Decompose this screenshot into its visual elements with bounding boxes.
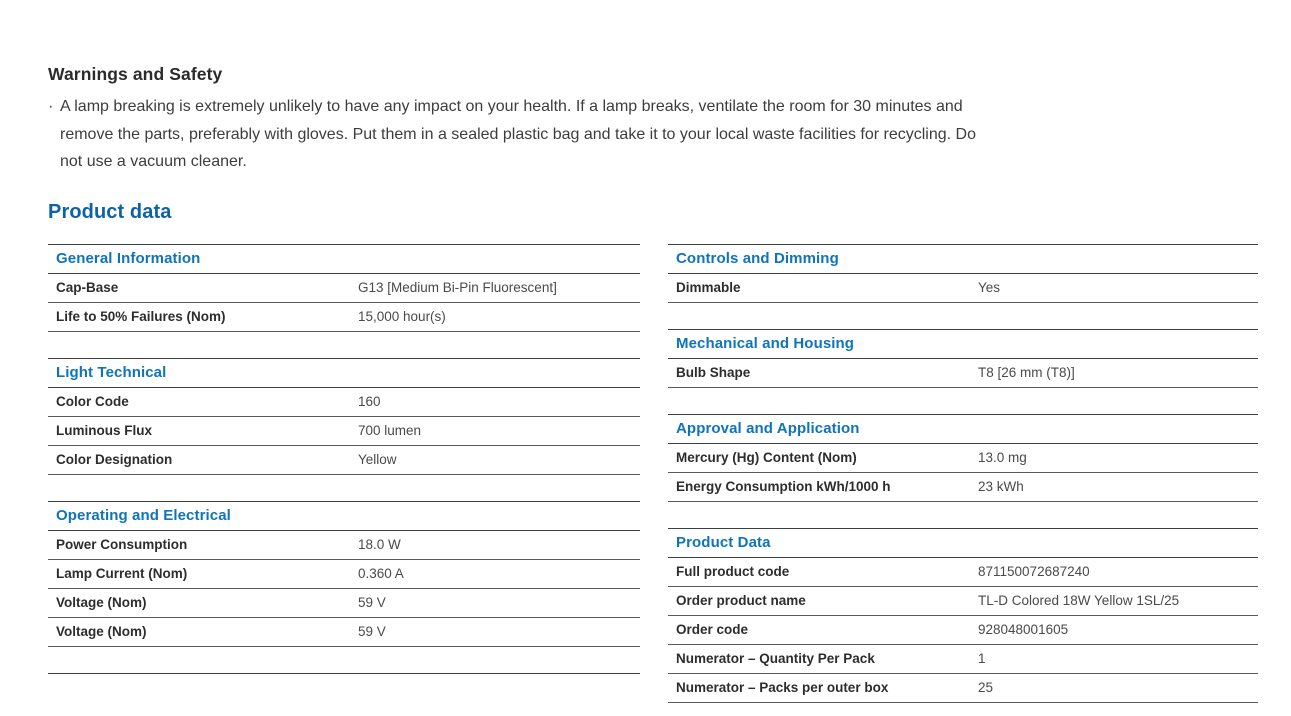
row-label: Color Designation	[56, 452, 173, 467]
row-value: TL-D Colored 18W Yellow 1SL/25	[978, 593, 1180, 608]
section-header: Light Technical	[48, 358, 640, 388]
row-label: Full product code	[676, 564, 790, 579]
section-header: General Information	[48, 244, 640, 274]
row-label: Luminous Flux	[56, 423, 152, 438]
table-section	[668, 244, 1258, 303]
row-value: 0.360 A	[358, 566, 404, 581]
section-header: Controls and Dimming	[668, 244, 1258, 274]
row-value: 25	[978, 680, 994, 695]
row-value: 59 V	[358, 624, 386, 639]
row-label: Mercury (Hg) Content (Nom)	[676, 450, 857, 465]
row-label: Dimmable	[676, 280, 741, 295]
row-value: 871150072687240	[978, 564, 1090, 579]
section-header: Approval and Application	[668, 414, 1258, 444]
warning-text-line: · A lamp breaking is extremely unlikely to have any impact on your health. If a lamp breaks, ventilate the room for 30 minutes and	[48, 93, 1258, 121]
section-header: Mechanical and Housing	[668, 329, 1258, 359]
row-value: 700 lumen	[358, 423, 422, 438]
table-row	[48, 618, 640, 647]
table-row	[668, 359, 1258, 388]
warnings-paragraph	[48, 93, 1258, 176]
row-value: 1	[978, 651, 986, 666]
table-row	[668, 587, 1258, 616]
row-label: Order code	[676, 622, 749, 637]
table-end-rule	[48, 673, 640, 674]
table-row	[48, 274, 640, 303]
table-row	[668, 674, 1258, 703]
table-row	[48, 417, 640, 446]
row-label: Voltage (Nom)	[56, 624, 147, 639]
row-label: Cap-Base	[56, 280, 119, 295]
bullet-glyph: ·	[48, 98, 54, 115]
section-header: Product Data	[668, 528, 1258, 558]
table-section	[668, 329, 1258, 388]
row-value: T8 [26 mm (T8)]	[978, 365, 1075, 380]
table-section	[48, 244, 640, 332]
table-column-left	[48, 244, 640, 674]
table-row	[48, 531, 640, 560]
row-label: Life to 50% Failures (Nom)	[56, 309, 226, 324]
warning-text-line: remove the parts, preferably with gloves. Put them in a sealed plastic bag and take it to your local waste facilities for recycling. Do	[60, 125, 976, 143]
row-label: Order product name	[676, 593, 806, 608]
table-section	[668, 414, 1258, 502]
table-row	[668, 444, 1258, 473]
table-section	[48, 501, 640, 647]
section-header: Operating and Electrical	[48, 501, 640, 531]
row-label: Numerator – Packs per outer box	[676, 680, 889, 695]
table-row	[48, 589, 640, 618]
page-content	[0, 64, 1291, 703]
table-row	[668, 645, 1258, 674]
row-value: 15,000 hour(s)	[358, 309, 446, 324]
table-row	[48, 446, 640, 475]
row-value: 13.0 mg	[978, 450, 1027, 465]
row-value: 23 kWh	[978, 479, 1024, 494]
table-row	[48, 388, 640, 417]
table-section	[48, 358, 640, 475]
row-value: 59 V	[358, 595, 386, 610]
table-section	[668, 528, 1258, 703]
row-label: Bulb Shape	[676, 365, 751, 380]
product-data-tables	[48, 244, 1258, 703]
row-value: 928048001605	[978, 622, 1069, 637]
row-label: Voltage (Nom)	[56, 595, 147, 610]
table-column-right	[668, 244, 1258, 703]
row-label: Color Code	[56, 394, 129, 409]
table-row	[668, 616, 1258, 645]
row-label: Numerator – Quantity Per Pack	[676, 651, 875, 666]
row-value: G13 [Medium Bi-Pin Fluorescent]	[358, 280, 557, 295]
table-row	[668, 558, 1258, 587]
product-data-heading: Product data	[48, 200, 172, 223]
row-value: Yellow	[358, 452, 397, 467]
warnings-and-safety-heading: Warnings and Safety	[48, 64, 223, 84]
warning-text-line: not use a vacuum cleaner.	[60, 153, 247, 170]
row-value: 18.0 W	[358, 537, 401, 552]
row-value: 160	[358, 394, 381, 409]
table-row	[668, 274, 1258, 303]
table-row	[668, 473, 1258, 502]
row-value: Yes	[978, 280, 1001, 295]
table-row	[48, 560, 640, 589]
table-row	[48, 303, 640, 332]
row-label: Lamp Current (Nom)	[56, 566, 188, 581]
row-label: Energy Consumption kWh/1000 h	[676, 479, 891, 494]
row-label: Power Consumption	[56, 537, 188, 552]
